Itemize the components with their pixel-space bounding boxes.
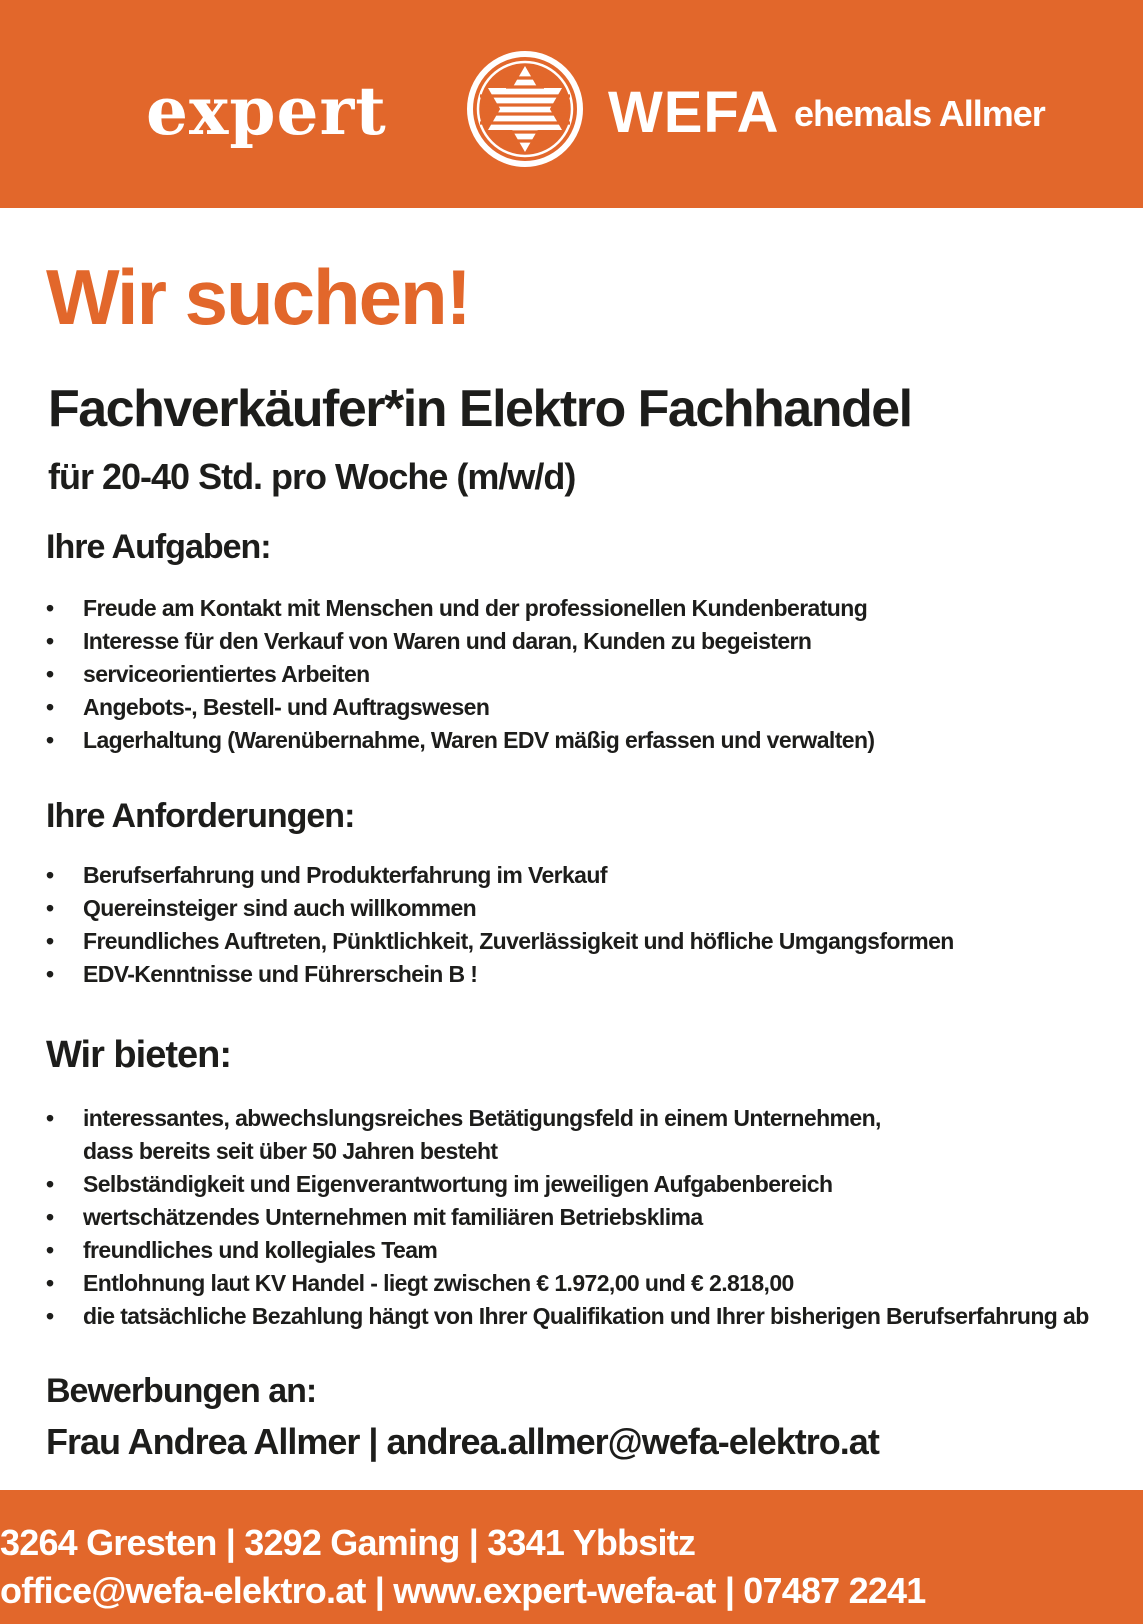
formerly-label: ehemals Allmer [794, 93, 1045, 134]
tasks-heading: Ihre Aufgaben: [46, 528, 271, 566]
list-item-continuation: dass bereits seit über 50 Jahren besteht [83, 1138, 498, 1164]
tasks-list [46, 592, 1116, 757]
footer-contact: office@wefa-elektro.at | www.expert-wefa-at | 07487 2241 [0, 1570, 926, 1611]
offer-heading: Wir bieten: [46, 1034, 231, 1076]
expert-brand-logo: expert [146, 72, 387, 150]
list-item: • Freundliches Auftreten, Pünktlichkeit, Zuverlässigkeit und höfliche Umgangsformen [46, 925, 1116, 958]
list-item [46, 1102, 1116, 1168]
application-heading: Bewerbungen an: [46, 1372, 317, 1410]
list-item: • Selbständigkeit und Eigenverantwortung im jeweiligen Aufgabenbereich [46, 1168, 1116, 1201]
footer-locations: 3264 Gresten | 3292 Gaming | 3341 Ybbsitz [0, 1522, 696, 1563]
list-item: • Freude am Kontakt mit Menschen und der professionellen Kundenberatung [46, 592, 1116, 625]
requirements-heading: Ihre Anforderungen: [46, 797, 355, 835]
offer-list [46, 1102, 1116, 1333]
list-item: • EDV-Kenntnisse und Führerschein B ! [46, 958, 1116, 991]
list-item: • wertschätzendes Unternehmen mit familiären Betriebsklima [46, 1201, 1116, 1234]
list-item: • die tatsächliche Bezahlung hängt von Ihrer Qualifikation und Ihrer bisherigen Berufserfahrung ab [46, 1300, 1116, 1333]
headline: Wir suchen! [46, 253, 470, 341]
list-item: • Quereinsteiger sind auch willkommen [46, 892, 1116, 925]
list-item: • Berufserfahrung und Produkterfahrung im Verkauf [46, 859, 1116, 892]
job-subtitle: für 20-40 Std. pro Woche (m/w/d) [48, 456, 576, 497]
list-item: • serviceorientiertes Arbeiten [46, 658, 1116, 691]
list-item: • Angebots-, Bestell- und Auftragswesen [46, 691, 1116, 724]
requirements-list [46, 859, 1116, 991]
company-name: WEFA [608, 80, 780, 145]
list-item: • Entlohnung laut KV Handel - liegt zwischen € 1.972,00 und € 2.818,00 [46, 1267, 1116, 1300]
list-item: • Lagerhaltung (Warenübernahme, Waren EDV mäßig erfassen und verwalten) [46, 724, 1116, 757]
list-item: • freundliches und kollegiales Team [46, 1234, 1116, 1267]
job-title: Fachverkäufer*in Elektro Fachhandel [48, 380, 912, 438]
expert-star-logo-icon [466, 50, 584, 168]
list-item-text: interessantes, abwechslungsreiches Betätigungsfeld in einem Unternehmen, [83, 1105, 881, 1131]
list-item: • Interesse für den Verkauf von Waren und daran, Kunden zu begeistern [46, 625, 1116, 658]
application-contact: Frau Andrea Allmer | andrea.allmer@wefa-elektro.at [46, 1421, 879, 1462]
